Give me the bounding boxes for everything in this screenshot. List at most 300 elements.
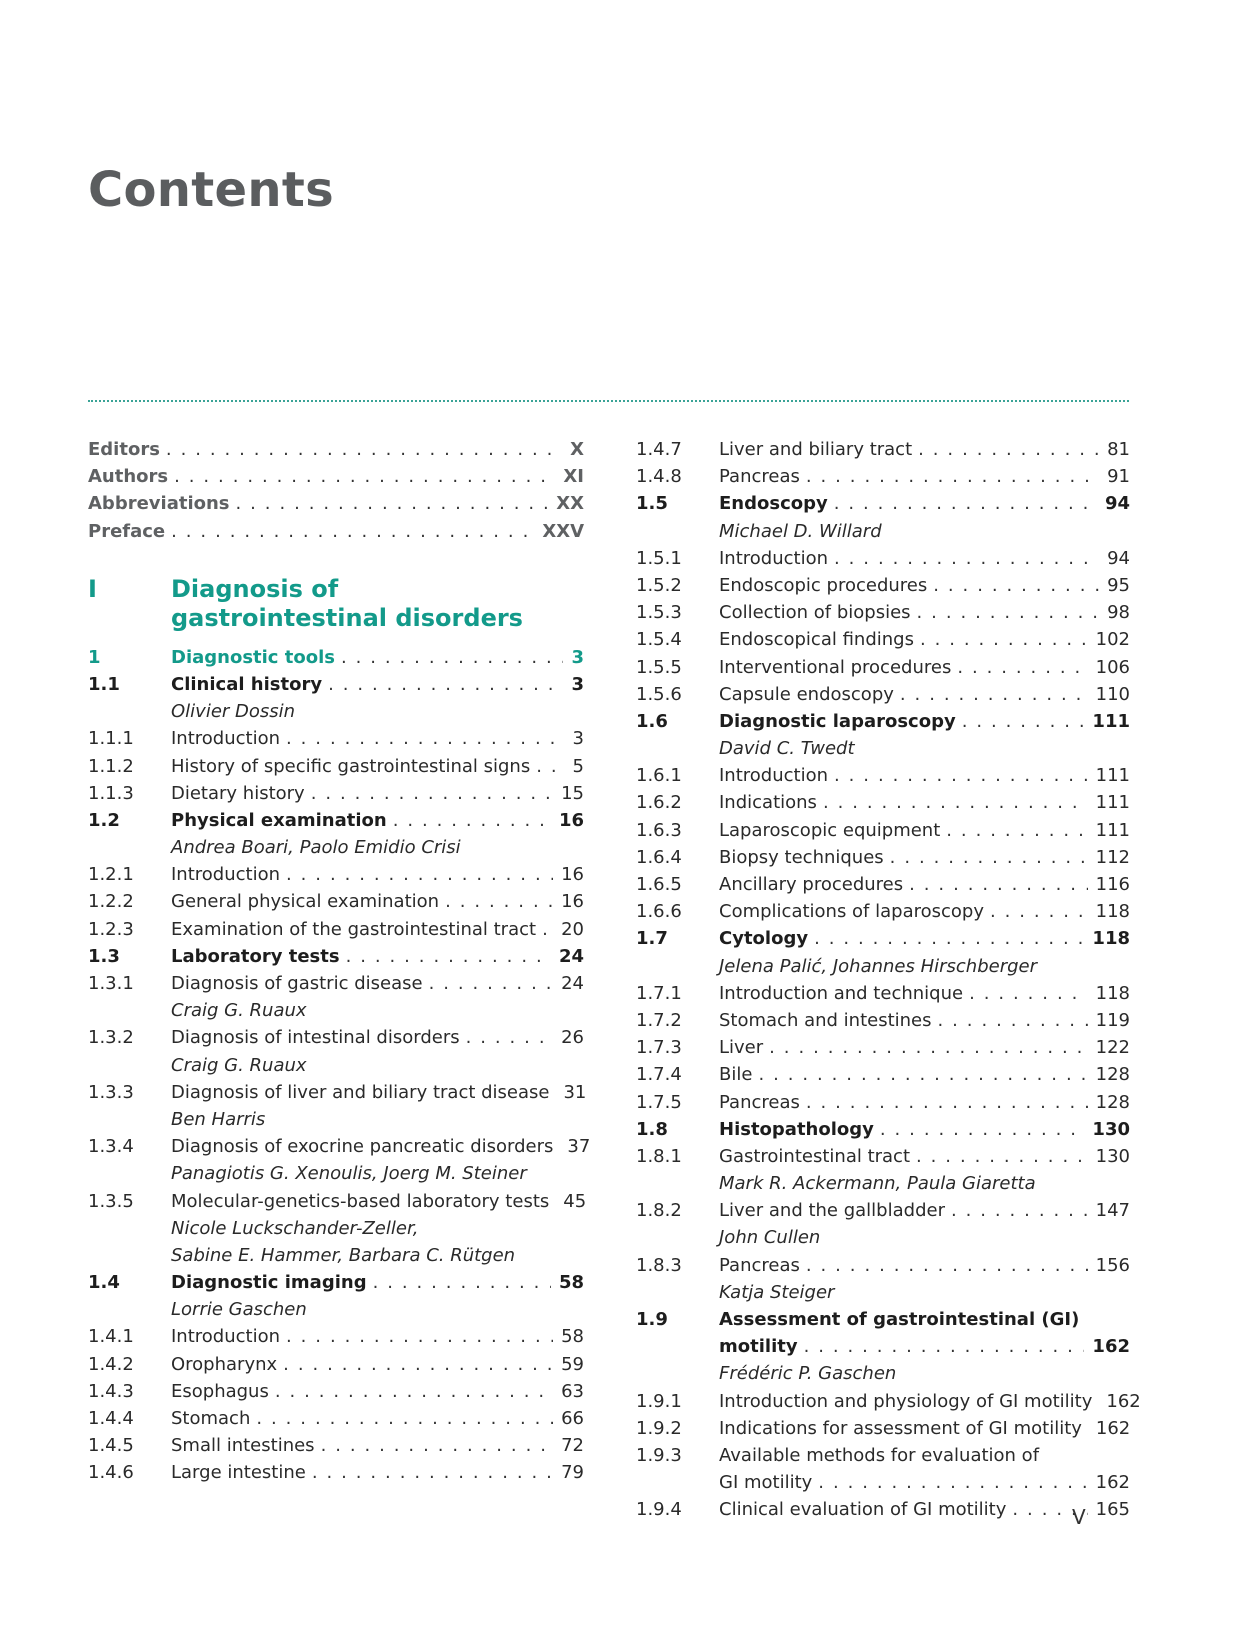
entry-label xyxy=(719,1252,1130,1279)
entry-title: Liver and the gallbladder xyxy=(719,1200,945,1222)
entry-title: Indications xyxy=(719,792,817,814)
author-names: Craig G. Ruaux xyxy=(171,1000,307,1022)
entry-label xyxy=(719,572,1130,599)
entry-page: 111 xyxy=(1095,765,1130,787)
entry-number: 1.9.4 xyxy=(636,1499,682,1521)
author-line xyxy=(88,1160,584,1187)
entry-number: 1.4.6 xyxy=(88,1462,134,1484)
entry-title: Large intestine xyxy=(171,1462,306,1484)
entry-label xyxy=(171,1296,584,1323)
dot-leader xyxy=(171,518,534,545)
entry-title: Pancreas xyxy=(719,1254,800,1276)
entry-number: 1.7.1 xyxy=(636,982,682,1004)
entry-number: 1.2.3 xyxy=(88,918,134,940)
dot-leader xyxy=(286,1323,553,1350)
entry-number: 1.2.1 xyxy=(88,864,134,886)
entry-page: 58 xyxy=(558,1272,584,1294)
toc-entry xyxy=(636,1442,1130,1469)
entry-title: Available methods for evaluation of xyxy=(719,1444,1040,1466)
dot-leader xyxy=(275,1378,553,1405)
dot-leader xyxy=(918,436,1099,463)
entry-label xyxy=(171,943,584,970)
entry-label xyxy=(719,518,1130,545)
dot-leader xyxy=(328,671,563,698)
toc-entry xyxy=(88,1432,584,1459)
dot-leader xyxy=(938,1007,1088,1034)
entry-label xyxy=(171,888,584,915)
toc-entry xyxy=(636,490,1130,517)
entry-label xyxy=(171,1188,587,1215)
entry-number: 1.8.2 xyxy=(636,1200,682,1222)
author-line xyxy=(88,1106,584,1133)
entry-label xyxy=(719,1360,1130,1387)
author-names: Sabine E. Hammer, Barbara C. Rütgen xyxy=(171,1244,516,1266)
toc-entry xyxy=(88,1188,587,1215)
entry-label xyxy=(719,1143,1130,1170)
entry-label xyxy=(171,1215,584,1242)
entry-label xyxy=(719,1170,1130,1197)
dot-leader xyxy=(429,970,554,997)
entry-label xyxy=(719,1116,1130,1143)
entry-page: 16 xyxy=(561,891,584,913)
toc-entry xyxy=(636,572,1130,599)
dot-leader xyxy=(917,599,1100,626)
dot-leader xyxy=(916,1143,1088,1170)
entry-title: Histopathology xyxy=(719,1118,874,1140)
entry-title: Bile xyxy=(719,1064,753,1086)
entry-page: 45 xyxy=(563,1190,587,1212)
toc-entry xyxy=(636,1388,1141,1415)
toc-entry xyxy=(636,599,1130,626)
entry-page: 128 xyxy=(1095,1091,1130,1113)
entry-title: Clinical history xyxy=(171,673,323,695)
toc-entry xyxy=(636,1007,1130,1034)
entry-page: 63 xyxy=(561,1380,584,1402)
entry-label xyxy=(171,970,584,997)
toc-entry xyxy=(88,1405,584,1432)
toc-entry xyxy=(88,861,584,888)
author-names: Michael D. Willard xyxy=(719,520,882,542)
author-names: Katja Steiger xyxy=(719,1281,835,1303)
toc-entry xyxy=(636,817,1130,844)
entry-number: 1.5.3 xyxy=(636,602,682,624)
toc-entry xyxy=(88,1079,587,1106)
dot-leader xyxy=(951,1197,1088,1224)
dot-leader xyxy=(346,943,551,970)
entry-page: 31 xyxy=(563,1081,587,1103)
entry-title: Introduction xyxy=(171,1326,281,1348)
toc-right-column xyxy=(636,436,1141,1524)
author-line xyxy=(636,1224,1130,1251)
toc-entry xyxy=(636,925,1130,952)
entry-label xyxy=(171,1079,587,1106)
author-line xyxy=(88,1215,584,1242)
entry-label xyxy=(719,654,1130,681)
toc-entry xyxy=(88,1351,584,1378)
dot-leader xyxy=(909,871,1088,898)
toc-entry xyxy=(636,1333,1130,1360)
entry-title: Diagnosis of intestinal disorders xyxy=(171,1027,460,1049)
entry-label xyxy=(171,1133,591,1160)
dot-leader xyxy=(806,1089,1088,1116)
entry-title: Esophagus xyxy=(171,1380,269,1402)
entry-label xyxy=(719,762,1130,789)
entry-number: 1.4.5 xyxy=(88,1435,134,1457)
entry-page: 95 xyxy=(1107,574,1130,596)
toc-entry xyxy=(636,1415,1130,1442)
toc-entry xyxy=(636,1061,1130,1088)
dot-leader xyxy=(814,925,1084,952)
entry-page: X xyxy=(570,439,584,460)
toc-entry xyxy=(636,1089,1130,1116)
entry-page: 118 xyxy=(1095,901,1130,923)
dot-leader xyxy=(823,789,1088,816)
entry-label xyxy=(171,1459,584,1486)
entry-number: 1.7.2 xyxy=(636,1009,682,1031)
toc-entry xyxy=(88,970,584,997)
entry-number: 1.4.1 xyxy=(88,1326,134,1348)
entry-number: 1.5.6 xyxy=(636,683,682,705)
entry-label xyxy=(719,1224,1130,1251)
entry-title: Laboratory tests xyxy=(171,945,340,967)
entry-page: 94 xyxy=(1107,547,1130,569)
author-line xyxy=(88,1052,584,1079)
entry-label xyxy=(719,735,1130,762)
entry-page: 66 xyxy=(561,1408,584,1429)
entry-number: 1.8.1 xyxy=(636,1145,682,1167)
entry-label xyxy=(719,1306,1130,1333)
toc-left-list xyxy=(88,644,591,1487)
entry-label xyxy=(171,780,584,807)
dot-leader xyxy=(256,1405,553,1432)
toc-entry xyxy=(88,1323,584,1350)
entry-label xyxy=(719,789,1130,816)
entry-number: 1.4.4 xyxy=(88,1408,134,1429)
entry-number: 1.5 xyxy=(636,493,668,515)
author-names: Nicole Luckschander-Zeller, xyxy=(171,1217,419,1239)
entry-label xyxy=(171,1323,584,1350)
dot-leader xyxy=(946,817,1087,844)
entry-title: Collection of biopsies xyxy=(719,602,911,624)
author-line xyxy=(636,518,1130,545)
entry-title: Introduction xyxy=(171,728,281,750)
entry-number: 1.3.2 xyxy=(88,1027,134,1049)
dot-leader xyxy=(834,490,1097,517)
author-names: John Cullen xyxy=(719,1227,821,1249)
entry-title: Introduction xyxy=(719,547,829,569)
entry-number: 1.6.2 xyxy=(636,792,682,814)
author-names: Jelena Palić, Johannes Hirschberger xyxy=(719,955,1038,977)
entry-title: Capsule endoscopy xyxy=(719,683,894,705)
toc-entry xyxy=(88,644,584,671)
entry-number: 1.1.1 xyxy=(88,728,134,750)
entry-number: 1.7.3 xyxy=(636,1037,682,1059)
toc-entry xyxy=(636,1496,1130,1523)
author-line xyxy=(636,1360,1130,1387)
dot-leader xyxy=(818,1469,1087,1496)
entry-title: Stomach and intestines xyxy=(719,1009,932,1031)
entry-label xyxy=(171,1024,584,1051)
author-names: David C. Twedt xyxy=(719,738,855,760)
toc-entry xyxy=(636,762,1130,789)
toc-entry xyxy=(88,1024,584,1051)
dot-leader xyxy=(834,545,1099,572)
dot-leader xyxy=(174,463,555,490)
entry-number: 1.6.4 xyxy=(636,846,682,868)
author-names: Mark R. Ackermann, Paula Giaretta xyxy=(719,1173,1036,1195)
entry-title: Preface xyxy=(88,520,166,542)
toc-entry xyxy=(636,844,1130,871)
entry-label xyxy=(719,1415,1130,1442)
entry-title: GI motility xyxy=(719,1472,813,1494)
author-line xyxy=(88,834,584,861)
toc-entry xyxy=(88,888,584,915)
dot-leader xyxy=(900,681,1088,708)
entry-label xyxy=(719,844,1130,871)
dot-leader xyxy=(236,490,549,517)
dot-leader xyxy=(880,1116,1085,1143)
dot-leader xyxy=(834,762,1088,789)
dot-leader xyxy=(542,916,553,943)
entry-number: 1.8.3 xyxy=(636,1254,682,1276)
entry-title: motility xyxy=(719,1336,798,1358)
entry-title: History of specific gastrointestinal signs xyxy=(171,755,531,777)
entry-label xyxy=(719,463,1130,490)
toc-entry xyxy=(636,1252,1130,1279)
entry-label xyxy=(719,1333,1130,1360)
entry-number: 1.3.3 xyxy=(88,1081,134,1103)
dot-leader xyxy=(536,753,564,780)
toc-entry xyxy=(88,753,584,780)
entry-title: Complications of laparoscopy xyxy=(719,901,984,923)
entry-page: 20 xyxy=(561,918,584,940)
entry-label xyxy=(719,1496,1130,1523)
entry-title: Pancreas xyxy=(719,1091,800,1113)
entry-page: 106 xyxy=(1095,656,1130,678)
entry-label xyxy=(171,1432,584,1459)
dot-leader xyxy=(758,1061,1087,1088)
toc-entry xyxy=(88,916,584,943)
entry-title: Introduction xyxy=(719,765,829,787)
front-matter-entry xyxy=(88,436,584,463)
author-names: Ben Harris xyxy=(171,1108,266,1130)
entry-title: Introduction and physiology of GI motility xyxy=(719,1390,1093,1412)
toc-entry xyxy=(636,463,1130,490)
toc-entry xyxy=(88,1459,584,1486)
toc-entry xyxy=(88,1133,591,1160)
entry-label xyxy=(171,725,584,752)
entry-title: Indications for assessment of GI motility xyxy=(719,1417,1082,1439)
entry-page: 3 xyxy=(571,673,584,695)
toc-entry xyxy=(636,708,1130,735)
entry-page: 162 xyxy=(1095,1472,1130,1494)
entry-number: 1.4.2 xyxy=(88,1353,134,1375)
entry-number: 1.1.2 xyxy=(88,755,134,777)
author-line xyxy=(88,1242,584,1269)
entry-number: 1.5.5 xyxy=(636,656,682,678)
entry-title: Endoscopy xyxy=(719,493,828,515)
toc-entry xyxy=(88,671,584,698)
entry-label xyxy=(719,980,1130,1007)
author-line xyxy=(88,997,584,1024)
author-line xyxy=(636,1279,1130,1306)
author-names: Craig G. Ruaux xyxy=(171,1054,307,1076)
entry-title: Authors xyxy=(88,466,169,488)
entry-page: 3 xyxy=(572,728,584,750)
toc-entry xyxy=(88,1269,584,1296)
entry-label xyxy=(171,1242,584,1269)
dot-leader xyxy=(806,463,1099,490)
dot-leader xyxy=(283,1351,553,1378)
entry-page: 58 xyxy=(561,1326,584,1348)
entry-title: Oropharynx xyxy=(171,1353,278,1375)
entry-page: 16 xyxy=(561,864,584,886)
author-line xyxy=(636,735,1130,762)
entry-label xyxy=(719,599,1130,626)
entry-number: 1.4.3 xyxy=(88,1380,134,1402)
entry-label xyxy=(719,1007,1130,1034)
entry-page: 98 xyxy=(1107,602,1130,624)
entry-page: 15 xyxy=(561,782,584,804)
entry-page: 94 xyxy=(1104,493,1130,515)
entry-label xyxy=(171,861,584,888)
toc-left-column xyxy=(88,436,591,1487)
entry-label xyxy=(719,953,1130,980)
part-number: I xyxy=(88,574,97,603)
entry-page: 26 xyxy=(561,1027,584,1049)
dot-leader xyxy=(957,654,1087,681)
entry-page: 81 xyxy=(1107,439,1130,460)
entry-number: 1.6.1 xyxy=(636,765,682,787)
entry-number: 1.7 xyxy=(636,928,668,950)
entry-title: Introduction and technique xyxy=(719,982,964,1004)
dot-leader xyxy=(804,1333,1085,1360)
entry-page: 165 xyxy=(1095,1499,1130,1521)
entry-label xyxy=(719,1197,1130,1224)
entry-title: Abbreviations xyxy=(88,493,230,515)
dot-leader xyxy=(920,626,1088,653)
entry-page: 91 xyxy=(1107,466,1130,488)
toc-entry xyxy=(88,807,584,834)
toc-entry xyxy=(636,626,1130,653)
entry-title: Small intestines xyxy=(171,1435,315,1457)
entry-title: Biopsy techniques xyxy=(719,846,884,868)
entry-number: 1.5.4 xyxy=(636,629,682,651)
entry-number: 1.7.5 xyxy=(636,1091,682,1113)
entry-title: Assessment of gastrointestinal (GI) xyxy=(719,1309,1080,1330)
dot-leader xyxy=(890,844,1088,871)
toc-entry xyxy=(88,1378,584,1405)
entry-label xyxy=(171,916,584,943)
part-heading xyxy=(88,575,584,633)
entry-page: 24 xyxy=(558,945,584,967)
entry-label xyxy=(171,1052,584,1079)
entry-label xyxy=(719,708,1130,735)
entry-number: 1 xyxy=(88,646,101,668)
entry-label xyxy=(719,925,1130,952)
entry-number: 1.5.2 xyxy=(636,574,682,596)
entry-number: 1.7.4 xyxy=(636,1064,682,1086)
author-line xyxy=(88,698,584,725)
entry-label xyxy=(719,817,1130,844)
entry-label xyxy=(171,1106,584,1133)
entry-page: 130 xyxy=(1095,1145,1130,1167)
entry-number: 1.6.3 xyxy=(636,819,682,841)
entry-page: 102 xyxy=(1095,629,1130,651)
entry-label xyxy=(719,871,1130,898)
toc-entry xyxy=(636,789,1130,816)
entry-label xyxy=(171,834,584,861)
author-names: Lorrie Gaschen xyxy=(171,1299,307,1321)
entry-title: Cytology xyxy=(719,928,809,950)
entry-number: 1.2.2 xyxy=(88,891,134,913)
entry-title: Editors xyxy=(88,439,160,460)
toc-entry xyxy=(636,1034,1130,1061)
entry-page: 24 xyxy=(561,973,584,994)
toc-entry xyxy=(636,545,1130,572)
toc-entry xyxy=(636,654,1130,681)
toc-entry xyxy=(636,1306,1130,1333)
entry-title: Gastrointestinal tract xyxy=(719,1145,911,1167)
entry-title: Diagnosis of liver and biliary tract disease xyxy=(171,1081,550,1103)
entry-number: 1.1 xyxy=(88,673,120,695)
toc-entry xyxy=(88,943,584,970)
author-names: Andrea Boari, Paolo Emidio Crisi xyxy=(171,837,461,859)
entry-page: 111 xyxy=(1092,710,1130,732)
entry-title: Diagnosis of exocrine pancreatic disorders xyxy=(171,1136,554,1158)
entry-page: 16 xyxy=(558,809,584,831)
entry-title: Ancillary procedures xyxy=(719,874,904,895)
entry-label xyxy=(171,997,584,1024)
entry-label xyxy=(719,436,1130,463)
entry-number: 1.9 xyxy=(636,1309,668,1330)
toc-entry xyxy=(636,681,1130,708)
entry-page: 72 xyxy=(561,1435,584,1457)
entry-page: 111 xyxy=(1095,792,1130,814)
entry-number: 1.4 xyxy=(88,1272,120,1294)
entry-title: Diagnosis of gastric disease xyxy=(171,973,423,994)
entry-page: XX xyxy=(556,493,584,515)
dot-leader xyxy=(990,898,1088,925)
entry-page: 5 xyxy=(572,755,584,777)
entry-label xyxy=(171,644,584,671)
entry-page: 119 xyxy=(1095,1009,1130,1031)
dot-leader xyxy=(286,861,553,888)
entry-title: Molecular-genetics-based laboratory tests xyxy=(171,1190,550,1212)
front-matter-list xyxy=(88,436,584,545)
dot-leader xyxy=(373,1269,551,1296)
entry-page: 147 xyxy=(1095,1200,1130,1222)
entry-label xyxy=(719,1469,1130,1496)
page-number: V xyxy=(1072,1505,1086,1529)
dot-leader xyxy=(806,1252,1088,1279)
entry-page: 162 xyxy=(1106,1390,1141,1412)
entry-title: Laparoscopic equipment xyxy=(719,819,941,841)
entry-number: 1.4.8 xyxy=(636,466,682,488)
author-line xyxy=(636,953,1130,980)
entry-page: 110 xyxy=(1095,683,1130,705)
entry-number: 1.6.6 xyxy=(636,901,682,923)
entry-page: 130 xyxy=(1092,1118,1130,1140)
toc-entry xyxy=(636,1469,1130,1496)
entry-title: Introduction xyxy=(171,864,281,886)
entry-label xyxy=(719,626,1130,653)
entry-title: Physical examination xyxy=(171,809,387,831)
part-title: Diagnosis of gastrointestinal disorders xyxy=(171,574,523,632)
entry-number: 1.3 xyxy=(88,945,120,967)
entry-title: Endoscopical findings xyxy=(719,629,914,651)
dot-leader xyxy=(969,980,1088,1007)
